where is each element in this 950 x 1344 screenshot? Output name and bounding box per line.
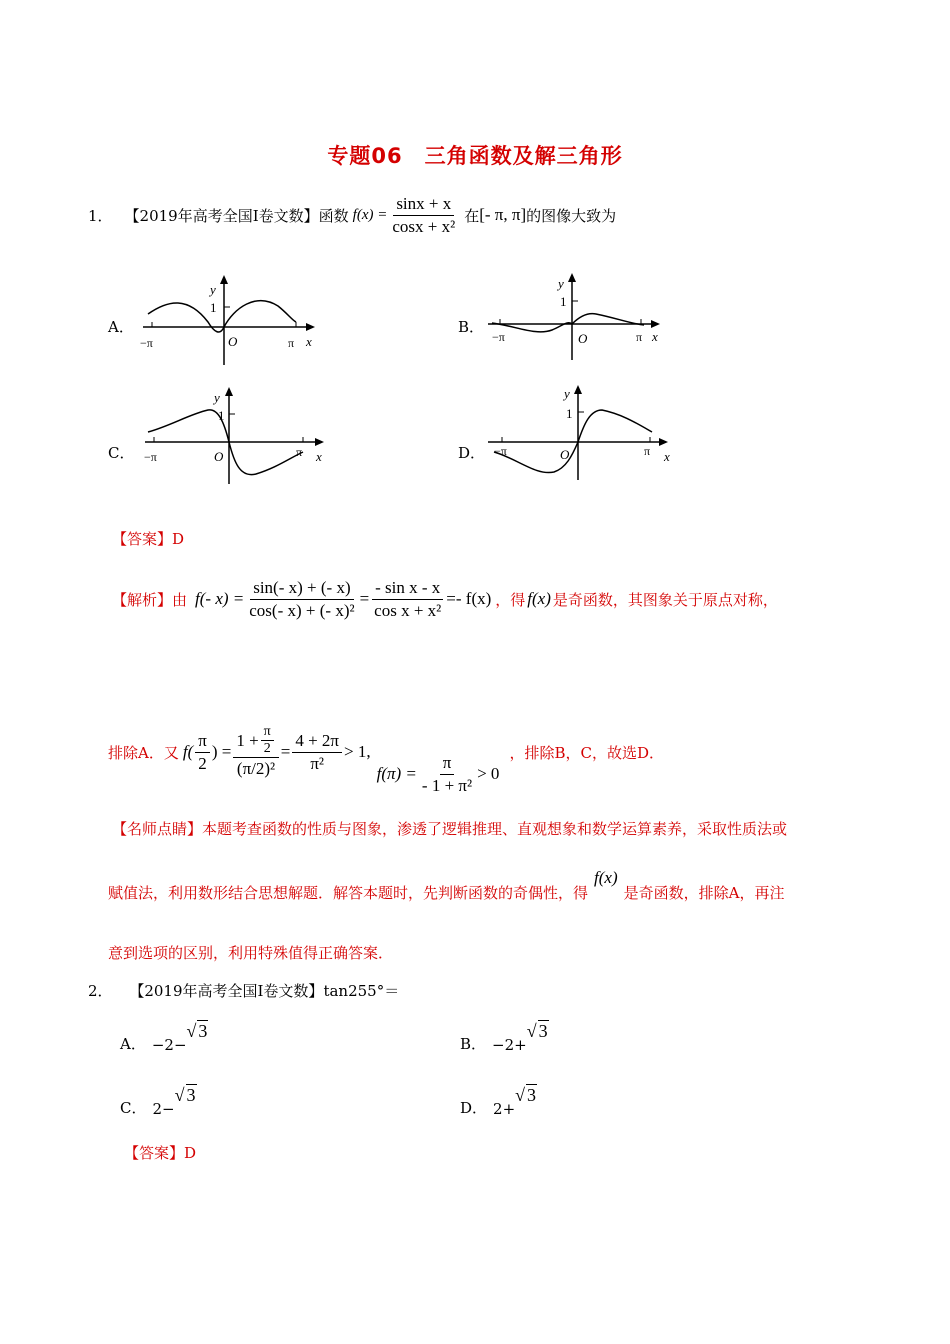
option-prefix: 2+: [493, 1100, 516, 1118]
eq3-den: - 1 + π²: [421, 775, 473, 795]
option-label: B．: [460, 1035, 487, 1053]
axis-pi-label: π: [644, 444, 651, 458]
eq2-arg-den: 2: [198, 753, 207, 773]
tips-text: 本题考查函数的性质与图象，渗透了逻辑推理、直观想象和数学运算素养，采取性质法或: [202, 820, 788, 838]
axis-x-label: x: [306, 334, 312, 349]
eq1-rhs: =- f(x): [446, 589, 492, 608]
option-prefix: −2−: [151, 1036, 187, 1054]
option-prefix: 2−: [152, 1100, 175, 1118]
axis-origin-label: O: [214, 449, 224, 464]
eq2-inner-num: π: [261, 724, 274, 741]
fx-inline: f(x): [594, 868, 618, 887]
answer-2: [124, 1142, 196, 1163]
axis-x-label: x: [664, 449, 670, 464]
sqrt-expr: √ 3: [526, 1021, 548, 1041]
analysis-text: ，排除B，C，故选D．: [509, 743, 664, 762]
sqrt-expr: √ 3: [515, 1085, 537, 1105]
q2-option-b: [460, 1018, 549, 1054]
sqrt-expr: √ 3: [186, 1021, 208, 1041]
eq2-result-frac: [292, 730, 342, 775]
q2-option-c: [120, 1082, 197, 1118]
sqrt-radicand: 3: [538, 1021, 548, 1041]
tips-line-1: [112, 818, 787, 839]
eq2-big-frac: [233, 724, 278, 780]
axis-y-label: y: [214, 390, 220, 405]
sqrt-radicand: 3: [198, 1021, 208, 1041]
q2-option-d: [460, 1082, 537, 1118]
axis-y-label: y: [558, 276, 564, 291]
analysis-text: ，得: [495, 590, 526, 609]
option-d-graph: [486, 380, 686, 492]
eq2-big-num-prefix: 1 +: [236, 730, 259, 750]
eq2-inner-frac: [261, 724, 274, 757]
option-label: C．: [120, 1099, 147, 1117]
eq3-lhs: f(π) =: [376, 764, 417, 783]
answer-label: 【答案】: [124, 1144, 185, 1162]
fx-inline: f(x): [527, 589, 551, 608]
question-source: 【2019年高考全国Ⅰ卷文数】: [129, 982, 324, 1000]
axis-one-label: 1: [560, 294, 567, 309]
eq2-arg-frac: [195, 730, 210, 775]
answer-value: D: [184, 1144, 197, 1162]
axis-neg-pi-label: −π: [492, 330, 505, 344]
fraction-numerator: sinx + x: [393, 193, 454, 216]
axis-neg-pi-label: −π: [140, 336, 153, 350]
axis-one-label: 1: [218, 408, 225, 423]
stem-text: tan255°＝: [323, 982, 400, 1000]
eq1-frac-2-den: cos x + x²: [374, 600, 442, 620]
option-a-label: A．: [108, 318, 134, 336]
fraction-denominator: cosx + x²: [392, 216, 456, 236]
option-b-graph: [486, 268, 676, 372]
q2-option-a: [120, 1018, 208, 1054]
axis-one-label: 1: [210, 300, 217, 315]
eq2-result-num: 4 + 2π: [292, 730, 342, 753]
axis-x-label: x: [316, 449, 322, 464]
option-label: D．: [460, 1099, 488, 1117]
tips-text: 赋值法，利用数形结合思想解题．解答本题时，先判断函数的奇偶性，得: [108, 883, 589, 902]
option-prefix: −2+: [492, 1036, 527, 1054]
axis-pi-label: π: [296, 445, 303, 459]
axis-one-label: 1: [566, 406, 573, 421]
sqrt-radicand: 3: [186, 1085, 196, 1105]
axis-origin-label: O: [560, 447, 570, 462]
eq2-lhs: f(: [182, 742, 194, 761]
answer-value: D: [172, 530, 185, 548]
eq2-result-den: π²: [310, 753, 325, 773]
eq3-num: π: [440, 752, 455, 775]
axis-neg-pi-label: −π: [494, 444, 507, 458]
sqrt-radicand: 3: [527, 1085, 537, 1105]
axis-y-label: y: [210, 282, 216, 297]
eq1-lhs: f(- x) =: [195, 589, 245, 608]
stem-text: 的图像大致为: [526, 206, 617, 225]
sqrt-expr: √ 3: [174, 1085, 196, 1105]
option-label: A．: [120, 1035, 146, 1053]
eq3-frac: [419, 752, 475, 797]
analysis-text: 由: [172, 590, 188, 609]
analysis-label: 【解析】: [112, 590, 173, 609]
eq1-frac-2: [371, 577, 444, 622]
eq3-gt: > 0: [477, 764, 500, 783]
eq2-gt: > 1,: [344, 742, 371, 761]
tips-line-2: [108, 868, 785, 912]
stem-text: 函数: [318, 206, 349, 225]
analysis-text: 是奇函数，其图象关于原点对称，: [552, 590, 778, 609]
axis-neg-pi-label: −π: [144, 450, 157, 464]
eq1-frac-1: [246, 577, 357, 622]
option-c-label: C．: [108, 444, 135, 462]
axis-x-label: x: [652, 329, 658, 344]
question-1-stem: [88, 186, 616, 244]
axis-pi-label: π: [288, 336, 295, 350]
option-d-label: D．: [458, 444, 486, 462]
eq2-equals: =: [280, 742, 291, 761]
answer-1: [112, 528, 184, 549]
eq1-frac-1-den: cos(- x) + (- x)²: [249, 600, 355, 620]
eq2-inner-den: 2: [263, 741, 271, 756]
eq1-frac-2-num: - sin x - x: [372, 577, 443, 600]
eq1-frac-1-num: sin(- x) + (- x): [250, 577, 353, 600]
question-source: 【2019年高考全国Ⅰ卷文数】: [124, 206, 319, 225]
axis-origin-label: O: [228, 334, 238, 349]
analysis-line-1: [112, 562, 778, 636]
axis-pi-label: π: [636, 330, 643, 344]
analysis-text: 排除A．又: [108, 743, 179, 762]
question-number: 1．: [88, 206, 113, 225]
function-fraction: [389, 193, 458, 238]
tips-text: 是奇函数，排除A，再注: [623, 883, 785, 902]
eq1-equals: =: [359, 589, 370, 608]
tips-label: 【名师点睛】: [112, 820, 203, 838]
axis-y-label: y: [564, 386, 570, 401]
option-a-graph: [138, 270, 328, 374]
eq2-big-num: [233, 724, 278, 758]
question-number: 2．: [88, 982, 113, 1000]
question-2-stem: [88, 980, 399, 1001]
stem-text: 在: [464, 206, 480, 225]
eq2-arg-num: π: [195, 730, 210, 753]
answer-label: 【答案】: [112, 530, 173, 548]
eq2-lhs-close: ) =: [211, 742, 232, 761]
interval: [- π, π]: [479, 205, 527, 224]
analysis-line-2: [108, 700, 664, 804]
function-label: f(x) =: [352, 206, 388, 223]
option-c-graph: [140, 382, 340, 494]
tips-line-3: 意到选项的区别，利用特殊值得正确答案．: [108, 944, 394, 962]
eq3: [377, 752, 500, 797]
eq2-big-den: (π/2)²: [236, 759, 276, 778]
page-title: 专题06 三角函数及解三角形: [327, 144, 623, 168]
axis-origin-label: O: [578, 331, 588, 346]
option-b-label: B．: [458, 318, 485, 336]
